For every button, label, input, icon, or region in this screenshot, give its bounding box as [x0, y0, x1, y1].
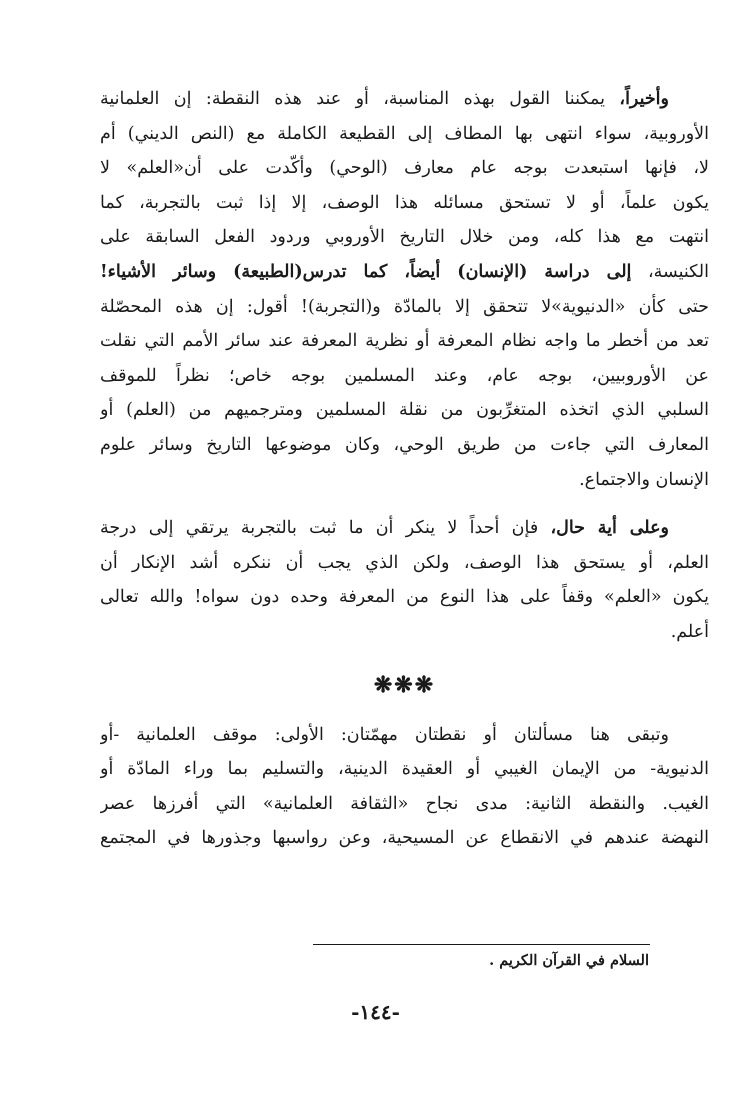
text-line: انتهت مع هذا كله، ومن خلال التاريخ الأوروبي وردود الفعل السابقة على: [100, 227, 709, 248]
text-line: لا، فإنها استبعدت بوجه عام معارف (الوحي) وأكّدت على أن«العلم» لا: [100, 158, 709, 179]
text-line: الدنيوية- من الإيمان الغيبي أو العقيدة الدينية، والتسليم بما وراء المادّة أو: [100, 759, 709, 780]
bold-phrase: إلى دراسة (الإنسان) أيضاً، كما تدرس(الطبيعة) وسائر الأشياء!: [100, 261, 632, 282]
paragraph-2: [100, 511, 709, 649]
text-line: النهضة عندهم في الانقطاع عن المسيحية، وعن رواسبها وجذورها في المجتمع: [100, 828, 709, 849]
text-line: [100, 82, 709, 117]
text-line: عن الأوروبيين، بوجه عام، وعند المسلمين بوجه خاص؛ نظراً للموقف: [100, 365, 709, 386]
page-body: [100, 82, 709, 856]
text-line: تعد من أخطر ما واجه نظام المعرفة أو نظرية المعرفة عند سائر الأمم التي نقلت: [100, 331, 709, 352]
text-line: [100, 511, 709, 546]
text-line: السلبي الذي اتخذه المتغرِّبون من نقلة المسلمين ومترجميهم من (العلم) أو: [100, 400, 709, 421]
text-line: حتى كأن «الدنيوية»لا تتحقق إلا بالمادّة و(التجربة)! أقول: إن هذه المحصّلة: [100, 296, 709, 317]
text-line: الإنسان والاجتماع.: [579, 469, 709, 490]
text-line: يكون علماً، أو لا تستحق مسائله هذا الوصف، إلا إذا ثبت بالتجربة، كما: [100, 192, 709, 213]
lead-phrase: وأخيراً،: [619, 89, 669, 109]
text-line: أعلم.: [670, 621, 709, 642]
paragraph-3: [100, 718, 709, 856]
footnote-divider: [313, 944, 650, 945]
text-line: الأوروبية، سواء انتهى بها المطاف إلى القطيعة الكاملة مع (النص الديني) أم: [100, 123, 709, 144]
lead-phrase: وعلى أية حال،: [550, 518, 669, 539]
text-span: يمكننا القول بهذه المناسبة، أو عند هذه النقطة: إن العلمانية: [100, 89, 606, 109]
footnote: السلام في القرآن الكريم .: [489, 952, 649, 969]
text-span: الكنيسة،: [647, 261, 709, 282]
paragraph-1: [100, 82, 709, 497]
text-line: وتبقى هنا مسألتان أو نقطتان مهمّتان: الأولى: موقف العلمانية -أو: [100, 724, 669, 745]
text-span: فإن أحداً لا ينكر أن ما ثبت بالتجربة يرتقي إلى درجة: [100, 518, 539, 539]
text-line: العلم، أو يستحق هذا الوصف، ولكن الذي يجب أن ننكره أشد الإنكار أن: [100, 552, 709, 573]
section-separator: ❋❋❋: [373, 671, 436, 698]
text-line: يكون «العلم» وقفاً على هذا النوع من المعرفة وحده دون سواه! والله تعالى: [100, 587, 709, 608]
text-line: [100, 255, 709, 290]
text-line: الغيب. والنقطة الثانية: مدى نجاح «الثقافة العلمانية» التي أفرزها عصر: [100, 793, 709, 814]
page-number: -١٤٤-: [351, 1000, 400, 1024]
text-line: المعارف التي جاءت من طريق الوحي، وكان موضوعها التاريخ وسائر علوم: [100, 434, 709, 455]
